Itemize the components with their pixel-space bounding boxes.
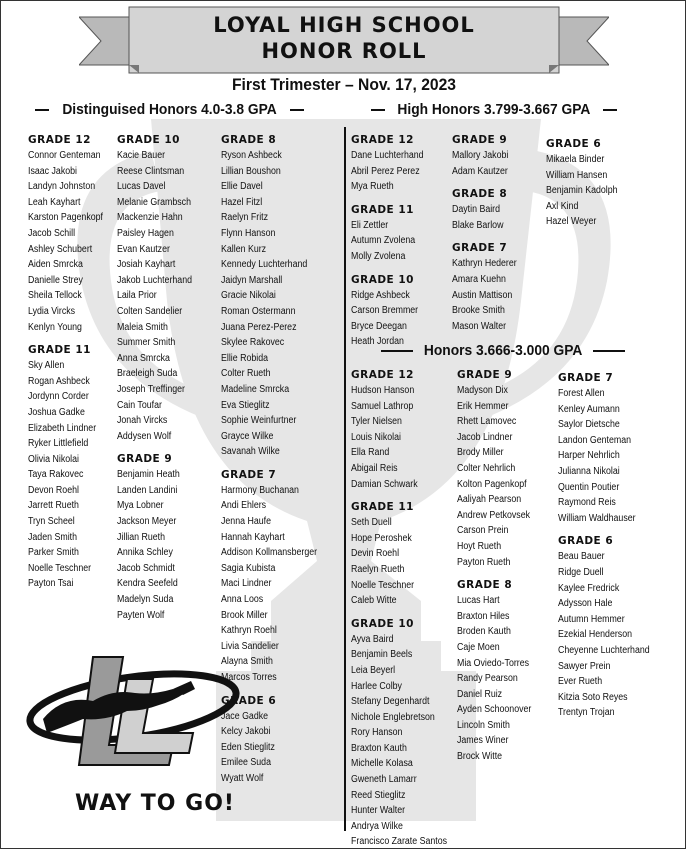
student-name: Jace Gadke [221,710,269,722]
loyal-greyhound-logo [23,649,243,769]
student-name: Beau Bauer [558,551,605,563]
grade-heading: GRADE 9 [452,134,508,146]
student-name: Karston Pagenkopf [28,212,104,224]
student-name: Samuel Lathrop [351,400,414,412]
student-name: Payton Rueth [457,556,511,568]
student-name: Hannah Kayhart [221,531,285,543]
student-name: Joshua Gadke [28,406,85,418]
student-name: Livia Sandelier [221,640,279,652]
student-name: Jaidyn Marshall [221,274,283,286]
student-name: Amara Kuehn [452,273,506,285]
heading-rule [371,109,385,111]
student-name: Randy Pearson [457,673,518,685]
student-name: Sheila Tellock [28,290,82,302]
student-name: Flynn Hanson [221,227,276,239]
student-name: Andi Ehlers [221,500,267,512]
student-name: Alayna Smith [221,656,273,668]
student-name: Cain Toufar [117,399,162,411]
student-name: Rogan Ashbeck [28,375,90,387]
student-name: Colter Rueth [221,368,271,380]
student-name: Raymond Reis [558,497,616,509]
student-name: Ryson Ashbeck [221,150,282,161]
student-name: Brock Witte [457,751,503,763]
student-name: Rhett Lamovec [457,416,517,428]
student-name: Harmony Buchanan [221,484,299,496]
heading-rule [290,109,304,111]
grade-group [117,452,200,623]
student-name: Danielle Strey [28,274,83,286]
student-name: Jaden Smith [28,531,78,543]
student-name: Marcos Torres [221,672,277,683]
student-name: Hunter Walter [351,805,406,817]
student-name: Benjamin Heath [117,469,180,481]
student-name: Seth Duell [351,517,392,529]
student-name: Kaylee Fredrick [558,582,620,594]
student-name: Gweneth Lamarr [351,774,417,786]
student-name: Braeleigh Suda [117,368,178,380]
grade-heading: GRADE 11 [28,344,91,357]
student-name: William Hansen [546,169,608,181]
student-name: Jacob Lindner [457,431,513,443]
grade-group [28,133,111,335]
student-name: Eva Stieglitz [221,399,270,411]
student-name: Caleb Witte [351,595,397,607]
student-name: Leia Beyerl [351,664,396,676]
student-name: Braxton Kauth [351,742,407,754]
student-name: Louis Nikolai [351,431,401,443]
student-name: Josiah Kayhart [117,259,176,271]
student-name: Madeline Smrcka [221,383,290,395]
student-name: Elizabeth Lindner [28,422,97,434]
student-name: Landen Landini [117,484,178,496]
student-name: Colten Sandelier [117,305,183,317]
student-name: Quentin Poutier [558,481,620,493]
student-name: Ayden Schoonover [457,704,532,716]
student-name: Payton Tsai [28,578,74,590]
grade-group [452,241,524,334]
grade-heading: GRADE 9 [457,369,513,381]
student-name: Ever Rueth [558,676,603,688]
heading-rule [603,109,617,111]
grade-heading: GRADE 7 [221,468,277,481]
honors-column-1 [351,368,458,849]
grade-group [558,371,660,526]
student-name: Kendra Seefeld [117,578,178,590]
high-honors-column-2 [452,133,524,342]
high-honors-label: High Honors 3.799-3.667 GPA [397,101,591,118]
student-name: Jarrett Rueth [28,500,79,512]
student-name: Landon Genteman [558,434,632,446]
student-name: Raelyn Rueth [351,563,405,575]
student-name: Eden Stieglitz [221,741,275,753]
honors-label: Honors 3.666-3.000 GPA [423,342,583,359]
grade-group [351,273,432,350]
student-name: Addison Kollmansberger [221,547,318,559]
student-name: Savanah Wilke [221,446,280,458]
grade-heading: GRADE 7 [558,372,614,384]
student-name: Taya Rakovec [28,469,84,481]
student-name: Colter Nehrlich [457,462,516,474]
student-name: Maleia Smith [117,321,168,333]
student-name: Madelyn Suda [117,594,174,606]
student-name: Stefany Degenhardt [351,696,430,708]
grade-heading: GRADE 11 [351,501,414,514]
grade-heading: GRADE 12 [351,134,414,146]
student-name: Ryker Littlefield [28,438,89,450]
heading-rule [593,350,625,352]
student-name: Mallory Jakobi [452,150,509,161]
student-name: Skylee Rakovec [221,337,285,349]
student-name: Jonah Vircks [117,415,168,427]
student-name: Laila Prior [117,290,157,302]
student-name: Jackson Meyer [117,516,177,528]
student-name: Broden Kauth [457,626,511,638]
student-name: Hazel Weyer [546,216,597,228]
grade-group [351,203,432,265]
student-name: Hoyt Rueth [457,540,502,552]
grade-group [351,133,432,195]
grade-heading: GRADE 7 [452,242,508,255]
grade-group [452,133,524,179]
student-name: Anna Smrcka [117,352,170,364]
student-name: Melanie Grambsch [117,196,191,208]
honors-column-2 [457,368,540,773]
grade-group [351,500,458,609]
grade-heading: GRADE 6 [221,694,277,707]
student-name: Lucas Davel [117,181,166,193]
student-name: Damian Schwark [351,478,418,490]
student-name: Forest Allen [558,388,605,399]
high-honors-heading [371,101,617,118]
student-name: Julianna Nikolai [558,465,620,477]
student-name: Trentyn Trojan [558,707,615,719]
trimester-date: First Trimester – Nov. 17, 2023 [231,75,456,94]
student-name: Daytin Baird [452,204,501,216]
student-name: Connor Genteman [28,150,101,161]
grade-heading: GRADE 8 [452,188,508,201]
student-name: Benjamin Beels [351,649,413,661]
grade-heading: GRADE 10 [351,273,414,286]
student-name: Mya Rueth [351,181,394,193]
column-divider [344,127,346,831]
student-name: Joseph Treffinger [117,383,185,395]
student-name: Sawyer Prein [558,660,611,672]
honor-roll-title: HONOR ROLL [261,39,427,63]
grade-group [221,133,328,460]
student-name: Ellie Davel [221,181,263,193]
student-name: Brooke Smith [452,305,505,317]
grade-group [351,617,458,849]
student-name: James Winer [457,735,509,747]
grade-heading: GRADE 6 [558,535,614,548]
student-name: Nichole Englebretson [351,711,435,723]
student-name: Francisco Zarate Santos [351,836,448,848]
student-name: Kacie Bauer [117,150,166,161]
student-name: Noelle Teschner [351,579,415,591]
student-name: Abril Perez Perez [351,165,420,177]
student-name: Adam Kautzer [452,165,508,177]
student-name: Wyatt Wolf [221,772,264,784]
student-name: Parker Smith [28,547,79,559]
student-name: Kathryn Roehl [221,625,277,637]
student-name: Ridge Duell [558,566,604,578]
student-name: Ridge Ashbeck [351,289,410,301]
high-honors-column-3 [546,137,626,238]
student-name: Payten Wolf [117,609,165,621]
student-name: Juana Perez-Perez [221,321,297,333]
student-name: Carson Bremmer [351,305,419,317]
grade-heading: GRADE 10 [351,617,414,630]
student-name: Tyler Nielsen [351,416,402,428]
student-name: Rory Hanson [351,727,403,739]
grade-heading: GRADE 12 [351,369,414,381]
student-name: Grayce Wilke [221,430,274,442]
student-name: Mia Oviedo-Torres [457,657,530,669]
student-name: Maci Lindner [221,578,272,590]
student-name: Anna Loos [221,594,264,606]
student-name: Kitzia Soto Reyes [558,691,628,703]
student-name: Austin Mattison [452,289,513,301]
distinguished-column-1 [28,133,111,600]
student-name: Brook Miller [221,609,268,621]
student-name: Raelyn Fritz [221,212,269,224]
student-name: Hudson Hanson [351,385,415,396]
student-name: Devin Roehl [351,548,400,560]
distinguished-honors-label: Distinguised Honors 4.0-3.8 GPA [62,101,277,118]
student-name: Adysson Hale [558,598,613,610]
student-name: Cheyenne Luchterhand [558,644,650,656]
student-name: Sky Allen [28,360,65,372]
student-name: Lillian Boushon [221,165,281,177]
distinguished-honors-heading [35,101,304,118]
student-name: Paisley Hagen [117,227,174,239]
student-name: Emilee Suda [221,757,272,769]
grade-heading: GRADE 10 [117,134,180,146]
student-name: Gracie Nikolai [221,290,276,302]
student-name: Roman Ostermann [221,305,296,317]
student-name: Jillian Rueth [117,531,166,543]
grade-group [457,368,540,570]
student-name: Leah Kayhart [28,196,81,208]
grade-group [28,343,111,592]
grade-heading: GRADE 11 [351,203,414,216]
student-name: Carson Prein [457,525,509,537]
student-name: Kennedy Luchterhand [221,259,308,271]
student-name: Dane Luchterhand [351,150,424,161]
grade-group [452,187,524,233]
student-name: Caje Moen [457,641,500,653]
student-name: Autumn Zvolena [351,235,416,247]
student-name: Daniel Ruiz [457,688,503,700]
grade-group [351,368,458,492]
high-honors-column-1 [351,133,432,358]
student-name: Isaac Jakobi [28,165,78,177]
student-name: Jacob Schill [28,227,76,239]
student-name: Ezekial Henderson [558,629,633,641]
student-name: Axl Kind [546,200,579,212]
student-name: Aaliyah Pearson [457,494,522,506]
student-name: Kathryn Hederer [452,258,517,270]
grade-group [558,534,660,721]
grade-group [546,137,626,230]
student-name: Sophie Weinfurtner [221,415,297,427]
student-name: Ashley Schubert [28,243,93,255]
student-name: Abigail Reis [351,462,398,474]
school-name: LOYAL HIGH SCHOOL [213,13,475,37]
student-name: Eli Zettler [351,219,389,231]
student-name: Heath Jordan [351,336,404,348]
way-to-go-slogan: WAY TO GO! [75,791,235,816]
student-name: William Waldhauser [558,512,636,524]
student-name: Andrew Petkovsek [457,509,531,521]
heading-rule [35,109,49,111]
student-name: Madyson Dix [457,385,508,396]
student-name: Ellie Robida [221,352,269,364]
student-name: Ayva Baird [351,633,394,645]
student-name: Mya Lobner [117,500,164,512]
student-name: Addysen Wolf [117,430,172,442]
student-name: Harlee Colby [351,680,402,692]
student-name: Kallen Kurz [221,243,267,255]
student-name: Mason Walter [452,320,507,332]
grade-heading: GRADE 6 [546,138,602,150]
student-name: Hazel Fitzl [221,196,263,208]
student-name: Lucas Hart [457,595,500,607]
student-name: Devon Roehl [28,484,79,496]
grade-heading: GRADE 12 [28,134,91,146]
student-name: Kenley Aumann [558,403,620,415]
student-name: Mikaela Binder [546,154,605,165]
student-name: Kenlyn Young [28,321,82,333]
student-name: Aiden Smrcka [28,259,83,271]
student-name: Landyn Johnston [28,181,96,193]
student-name: Benjamin Kadolph [546,185,618,197]
student-name: Brody Miller [457,447,504,459]
student-name: Tryn Scheel [28,516,75,528]
student-name: Kolton Pagenkopf [457,478,527,490]
student-name: Erik Hemmer [457,400,509,412]
student-name: Jakob Luchterhand [117,274,193,286]
student-name: Autumn Hemmer [558,613,625,625]
grade-heading: GRADE 8 [221,134,277,146]
student-name: Evan Kautzer [117,243,170,255]
grade-group [457,578,540,765]
student-name: Lydia Vircks [28,305,76,317]
student-name: Kelcy Jakobi [221,726,271,738]
student-name: Mackenzie Hahn [117,212,183,224]
student-name: Andrya Wilke [351,820,403,832]
grade-group [117,133,200,444]
honors-column-3 [558,371,660,729]
student-name: Hope Peroshek [351,532,412,544]
student-name: Saylor Dietsche [558,419,620,431]
student-name: Bryce Deegan [351,320,407,332]
student-name: Braxton Hiles [457,610,510,622]
grade-heading: GRADE 8 [457,579,513,592]
student-name: Blake Barlow [452,219,504,231]
student-name: Ella Rand [351,447,390,459]
student-name: Reed Stieglitz [351,789,406,801]
student-name: Lincoln Smith [457,719,510,731]
student-name: Molly Zvolena [351,250,406,262]
grade-heading: GRADE 9 [117,453,173,466]
student-name: Summer Smith [117,337,176,349]
distinguished-column-2 [117,133,200,631]
student-name: Jenna Haufe [221,516,272,528]
student-name: Olivia Nikolai [28,453,79,465]
student-name: Noelle Teschner [28,562,92,574]
student-name: Reese Clintsman [117,165,185,177]
student-name: Annika Schley [117,547,173,559]
student-name: Jacob Schmidt [117,562,175,574]
student-name: Harper Nehrlich [558,450,620,462]
student-name: Michelle Kolasa [351,758,413,770]
student-name: Jordynn Corder [28,391,89,403]
student-name: Sagia Kubista [221,562,276,574]
